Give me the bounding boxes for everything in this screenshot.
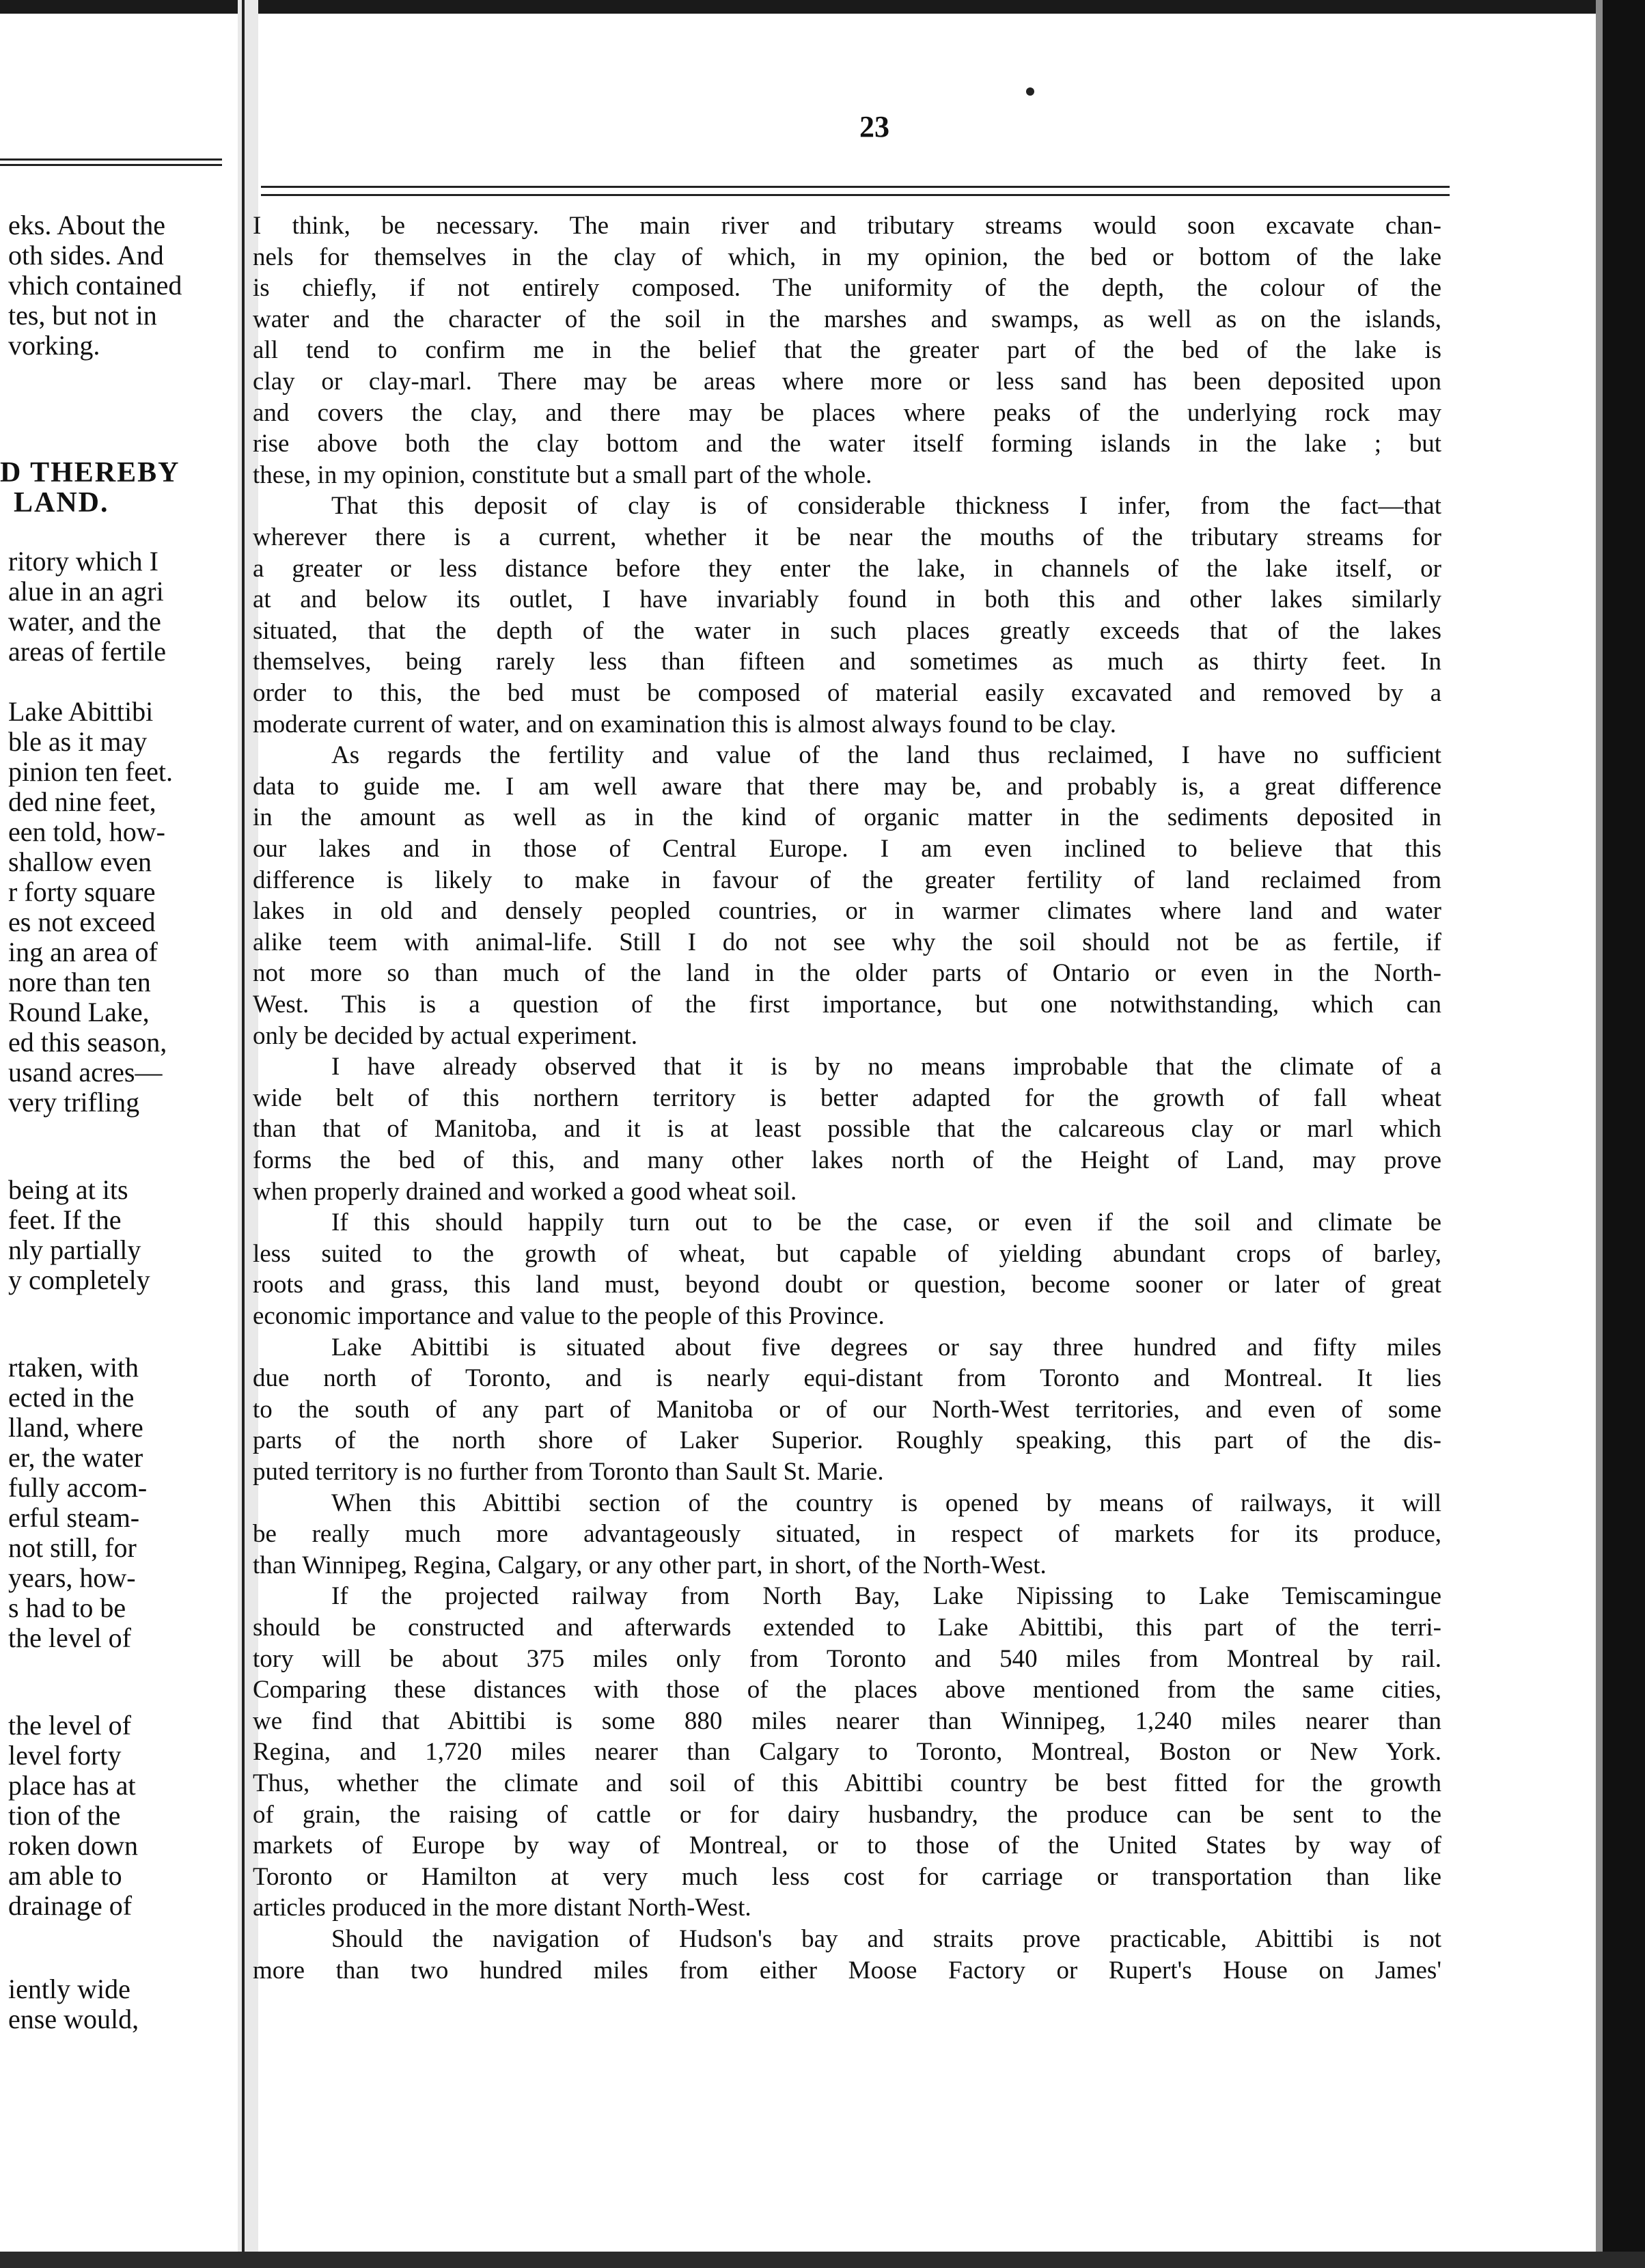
body-text-line: be really much more advantageously situated, in respect of markets for its produce, (253, 1520, 1441, 1548)
left-text-line: tes, but not in (8, 300, 157, 331)
left-top-rule (0, 158, 222, 161)
left-text-line: iently wide (8, 1974, 130, 2004)
left-text-line: es not exceed (8, 907, 156, 937)
body-text-line: articles produced in the more distant North-West. (253, 1894, 751, 1922)
left-text-line: areas of fertile (8, 636, 166, 667)
body-text-line: in the amount as well as in the kind of organic matter in the sediments deposited in (253, 803, 1441, 831)
body-text-line: at and below its outlet, I have invariably found in both this and other lakes similarly (253, 585, 1441, 613)
left-text-line: level forty (8, 1740, 122, 1771)
left-top-rule-2 (0, 164, 222, 166)
body-text-line: and covers the clay, and there may be places where peaks of the underlying rock may (253, 399, 1441, 427)
body-text-line: moderate current of water, and on examination this is almost always found to be clay. (253, 710, 1117, 738)
left-text-line: erful steam- (8, 1502, 140, 1533)
left-text-line: s had to be (8, 1592, 126, 1623)
left-text-line: drainage of (8, 1890, 133, 1921)
body-text-line: That this deposit of clay is of considerable thickness I infer, from the fact—that (331, 492, 1441, 520)
scan-edge-shadow (1596, 0, 1603, 2268)
body-text-line: when properly drained and worked a good wheat soil. (253, 1178, 797, 1206)
left-text-line: ded nine feet, (8, 786, 156, 817)
left-text-line: the level of (8, 1622, 131, 1653)
body-text-line: these, in my opinion, constitute but a small part of the whole. (253, 461, 872, 489)
left-text-line: lland, where (8, 1412, 143, 1443)
body-text-line: clay or clay-marl. There may be areas where more or less sand has been deposited upon (253, 368, 1441, 396)
body-text-line: When this Abittibi section of the country is opened by means of railways, it will (331, 1489, 1441, 1517)
left-text-line: being at its (8, 1174, 128, 1205)
body-text-line: water and the character of the soil in the marshes and swamps, as well as on the islands, (253, 305, 1441, 333)
left-text-line: Lake Abittibi (8, 696, 154, 727)
body-text-line: parts of the north shore of Laker Superior. Roughly speaking, this part of the dis- (253, 1426, 1441, 1454)
body-text-line: than Winnipeg, Regina, Calgary, or any other part, in short, of the North-West. (253, 1551, 1047, 1579)
left-text-line: very trifling (8, 1087, 140, 1118)
left-text-line: rtaken, with (8, 1352, 139, 1383)
body-text-line: I have already observed that it is by no means improbable that the climate of a (331, 1053, 1441, 1081)
left-text-line: ense would, (8, 2004, 139, 2034)
body-text-line: than that of Manitoba, and it is at least possible that the calcareous clay or marl which (253, 1115, 1441, 1143)
body-text-line: puted territory is no further from Toronto than Sault St. Marie. (253, 1458, 884, 1486)
header-rule-top (261, 186, 1450, 188)
left-page-column (0, 0, 232, 2268)
body-text-line: Lake Abittibi is situated about five degrees or say three hundred and fifty miles (331, 1333, 1441, 1361)
body-text-line: roots and grass, this land must, beyond doubt or question, become sooner or later of great (253, 1271, 1441, 1299)
left-text-line: r forty square (8, 876, 156, 907)
scan-bottom-border (0, 2252, 1645, 2268)
body-text-line: wide belt of this northern territory is better adapted for the growth of fall wheat (253, 1084, 1441, 1112)
left-text-line: not still, for (8, 1532, 137, 1563)
body-text-line: we find that Abittibi is some 880 miles nearer than Winnipeg, 1,240 miles nearer than (253, 1707, 1441, 1735)
body-text-line: As regards the fertility and value of the land thus reclaimed, I have no sufficient (331, 741, 1441, 769)
left-text-line: eks. About the (8, 210, 165, 240)
body-text-line: a greater or less distance before they enter the lake, in channels of the lake itself, or (253, 555, 1441, 583)
left-text-line: er, the water (8, 1442, 143, 1473)
body-text-line: forms the bed of this, and many other lakes north of the Height of Land, may prove (253, 1146, 1441, 1174)
body-text-line: themselves, being rarely less than fifteen and sometimes as much as thirty feet. In (253, 648, 1441, 676)
left-text-line: pinion ten feet. (8, 756, 174, 787)
body-text-line: markets of Europe by way of Montreal, or to those of the United States by way of (253, 1831, 1441, 1859)
scan-right-border (1603, 0, 1645, 2268)
body-text-line: nels for themselves in the clay of which, in my opinion, the bed or bottom of the lake (253, 243, 1441, 271)
body-text-line: due north of Toronto, and is nearly equi-distant from Toronto and Montreal. It lies (253, 1364, 1441, 1392)
left-text-line: years, how- (8, 1562, 136, 1593)
left-text-line: y completely (8, 1264, 150, 1295)
ink-spot (1026, 87, 1034, 96)
left-text-line: alue in an agri (8, 576, 164, 607)
left-heading-fragment: D THEREBY (0, 457, 180, 488)
body-text-line: more than two hundred miles from either Moose Factory or Rupert's House on James' (253, 1956, 1441, 1984)
left-text-line: tion of the (8, 1800, 121, 1831)
body-text-line: If this should happily turn out to be the case, or even if the soil and climate be (331, 1208, 1441, 1236)
left-text-line: ed this season, (8, 1027, 167, 1057)
left-text-line: ing an area of (8, 937, 158, 967)
body-text-line: Comparing these distances with those of the places above mentioned from the same cities, (253, 1676, 1441, 1704)
body-text-line: of grain, the raising of cattle or for dairy husbandry, the produce can be sent to the (253, 1801, 1441, 1829)
body-text-line: not more so than much of the land in the older parts of Ontario or even in the North- (253, 959, 1441, 987)
body-text-line: difference is likely to make in favour of the greater fertility of land reclaimed from (253, 866, 1441, 894)
body-text-line: all tend to confirm me in the belief that the greater part of the bed of the lake is (253, 336, 1441, 364)
left-text-line: ected in the (8, 1382, 135, 1413)
left-text-line: am able to (8, 1860, 122, 1891)
body-text-line: Regina, and 1,720 miles nearer than Calgary to Toronto, Montreal, Boston or New York. (253, 1738, 1441, 1766)
left-text-line: vorking. (8, 330, 100, 361)
body-text-line: tory will be about 375 miles only from Toronto and 540 miles from Montreal by rail. (253, 1645, 1441, 1673)
left-text-line: vhich contained (8, 270, 182, 301)
left-text-line: usand acres— (8, 1057, 163, 1088)
left-text-line: place has at (8, 1770, 136, 1801)
body-text-line: Should the navigation of Hudson's bay and straits prove practicable, Abittibi is not (331, 1925, 1441, 1953)
body-text-line: economic importance and value to the people of this Province. (253, 1302, 885, 1330)
body-text-line: Thus, whether the climate and soil of this Abittibi country be best fitted for the growth (253, 1769, 1441, 1797)
left-text-line: shallow even (8, 846, 152, 877)
body-text-line: If the projected railway from North Bay, Lake Nipissing to Lake Temiscamingue (331, 1582, 1441, 1610)
body-text-line: should be constructed and afterwards extended to Lake Abittibi, this part of the terri- (253, 1614, 1441, 1642)
body-text-line: rise above both the clay bottom and the water itself forming islands in the lake ; but (253, 430, 1441, 458)
body-text-line: West. This is a question of the first importance, but one notwithstanding, which can (253, 991, 1441, 1019)
body-text-line: wherever there is a current, whether it be near the mouths of the tributary streams for (253, 523, 1441, 551)
body-text-line: alike teem with animal-life. Still I do not see why the soil should not be as fertile, if (253, 928, 1441, 956)
left-text-line: oth sides. And (8, 240, 164, 271)
left-text-line: ritory which I (8, 546, 158, 577)
body-text-line: situated, that the depth of the water in such places greatly exceeds that of the lakes (253, 617, 1441, 645)
body-text-line: only be decided by actual experiment. (253, 1022, 638, 1050)
body-text-line: to the south of any part of Manitoba or of our North-West territories, and even of some (253, 1396, 1441, 1424)
gutter-line (242, 0, 245, 2268)
left-text-line: nly partially (8, 1234, 141, 1265)
left-text-line: Round Lake, (8, 997, 150, 1027)
body-text-line: is chiefly, if not entirely composed. The uniformity of the depth, the colour of the (253, 274, 1441, 302)
left-text-line: nore than ten (8, 967, 151, 997)
body-text-line: I think, be necessary. The main river and tributary streams would soon excavate chan- (253, 212, 1441, 240)
body-text-line: data to guide me. I am well aware that there may be, and probably is, a great difference (253, 773, 1441, 801)
header-rule-bottom (261, 194, 1450, 196)
left-text-line: feet. If the (8, 1204, 122, 1235)
page-number: 23 (859, 110, 889, 143)
left-text-line: ble as it may (8, 726, 148, 757)
body-text-line: lakes in old and densely peopled countries, or in warmer climates where land and water (253, 897, 1441, 925)
body-text-line: Toronto or Hamilton at very much less cost for carriage or transportation than like (253, 1863, 1441, 1891)
left-text-line: roken down (8, 1830, 138, 1861)
left-text-line: water, and the (8, 606, 161, 637)
body-text-line: our lakes and in those of Central Europe. I am even inclined to believe that this (253, 835, 1441, 863)
body-text-line: order to this, the bed must be composed of material easily excavated and removed by a (253, 679, 1441, 707)
left-text-line: een told, how- (8, 816, 165, 847)
body-text-line: less suited to the growth of wheat, but capable of yielding abundant crops of barley, (253, 1240, 1441, 1268)
left-text-line: fully accom- (8, 1472, 148, 1503)
left-text-line: the level of (8, 1710, 131, 1741)
left-heading-fragment: LAND. (14, 487, 109, 518)
